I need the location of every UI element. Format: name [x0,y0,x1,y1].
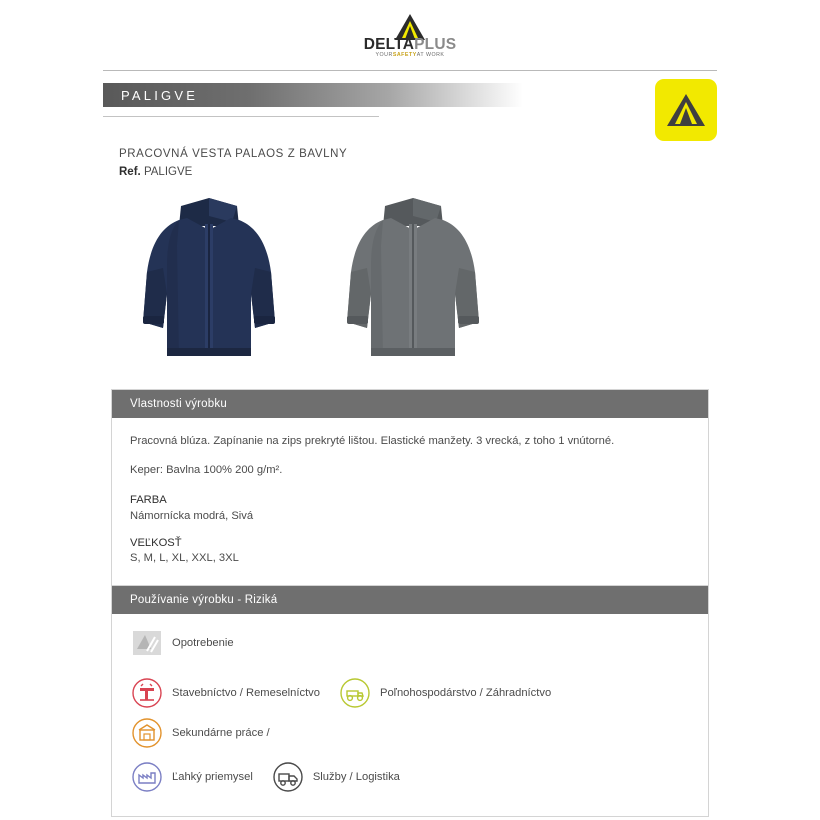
secondary-works-icon [130,716,164,750]
usage-panel-title: Používanie výrobku - Riziká [130,594,278,606]
services-logistics-icon [271,760,305,794]
sector-label: Služby / Logistika [312,770,400,783]
sector-label: Stavebníctvo / Remeselníctvo [172,686,320,699]
tagline-pre: YOUR [375,52,393,58]
features-panel-body [112,418,708,591]
page-title-underline [103,116,379,117]
product-usage-panel [111,585,709,817]
sector-label: Ľahký priemysel [172,770,253,783]
sector-row-2 [130,760,690,800]
features-material: Keper: Bavlna 100% 200 g/m². [130,464,283,477]
product-name: PRACOVNÁ VESTA PALAOS Z BAVLNY [119,148,348,160]
page-title-bar [103,83,523,107]
risk-row [130,626,690,666]
agriculture-icon [338,676,372,710]
sector-item [130,676,320,710]
sector-item [130,716,270,750]
product-reference-label: Ref. [119,166,141,178]
sector-item [271,760,400,794]
sector-label: Sekundárne práce / [172,726,270,739]
brand-name-plus: PLUS [414,36,457,53]
product-features-panel [111,389,709,592]
tagline-mid: SAFETY [392,52,417,58]
page-title: PALIGVE [121,87,199,103]
sector-item [130,760,253,794]
sector-label: Poľnohospodárstvo / Záhradníctvo [380,686,552,699]
construction-icon [130,676,164,710]
light-industry-icon [130,760,164,794]
brand-logo [344,14,476,62]
size-label: VEĽKOSŤ [130,536,182,549]
jacket-navy-image [119,186,299,371]
abrasion-icon [130,626,164,660]
usage-panel-body [112,614,708,800]
risk-label: Opotrebenie [172,636,234,649]
product-image-gallery [119,186,679,371]
sector-item [338,676,551,710]
product-reference [119,166,192,178]
sector-row-1 [130,676,690,756]
color-label: FARBA [130,494,167,507]
product-reference-value: PALIGVE [143,166,193,178]
features-panel-header [112,390,708,418]
brand-name-main: DELTA [363,36,415,53]
color-value: Námornícka modrá, Sivá [130,510,254,523]
features-description: Pracovná blúza. Zapínanie na zips prekryté lištou. Elastické manžety. 3 vrecká, z toho 1 vnútorné. [130,435,615,447]
size-value: S, M, L, XL, XXL, 3XL [130,552,239,565]
brand-logo-area [0,0,820,62]
delta-triangle-badge-icon [655,79,717,141]
features-panel-title: Vlastnosti výrobku [130,398,227,410]
tagline-post: AT WORK [416,52,445,58]
jacket-grey-image [323,186,503,371]
usage-panel-header [112,586,708,614]
risk-item [130,626,234,660]
header-divider [103,70,717,71]
brand-tagline [344,52,476,58]
